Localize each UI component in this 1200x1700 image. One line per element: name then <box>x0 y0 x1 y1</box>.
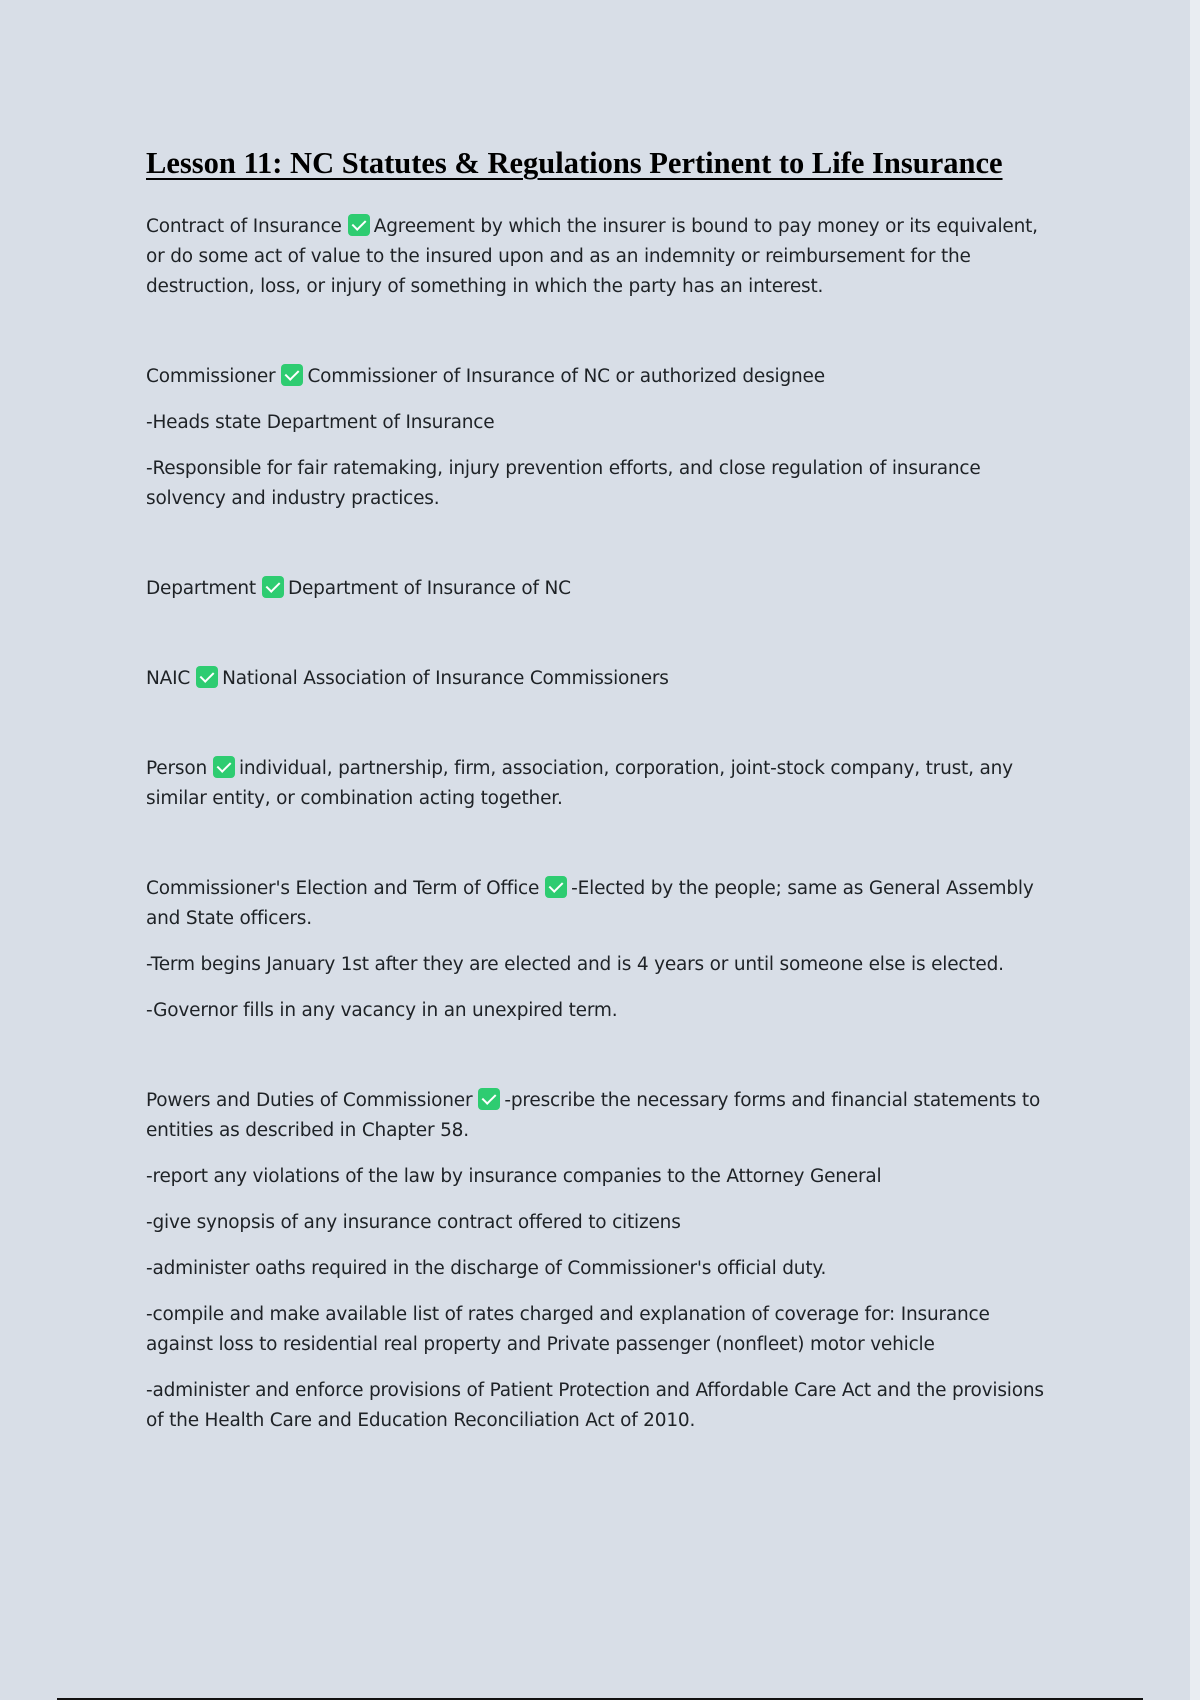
entry-definition-line <box>146 664 1056 694</box>
entry-department <box>146 574 1056 604</box>
document-body <box>146 140 1056 1496</box>
entry-term: NAIC <box>146 668 191 689</box>
entry-definition-line <box>146 754 1056 814</box>
entry-definition: -prescribe the necessary forms and financial statements to entities as described in Chapter 58. <box>146 1090 1041 1141</box>
entry-detail: -compile and make available list of rates charged and explanation of coverage for: Insurance against loss to residential real property and Private passenger (nonfleet) motor vehicle <box>146 1304 990 1355</box>
entry-definition-line <box>146 1086 1056 1146</box>
entry-detail: -report any violations of the law by insurance companies to the Attorney General <box>146 1166 882 1187</box>
entry-detail: -Term begins January 1st after they are elected and is 4 years or until someone else is elected. <box>146 954 1004 975</box>
entry-detail: -administer oaths required in the discharge of Commissioner's official duty. <box>146 1258 827 1279</box>
check-mark-icon <box>545 876 567 898</box>
entry-definition: individual, partnership, firm, association, corporation, joint-stock company, trust, any similar entity, or combination acting together. <box>146 758 1013 809</box>
check-mark-icon <box>213 756 235 778</box>
entry-definition: Department of Insurance of NC <box>287 578 571 599</box>
page-title: Lesson 11: NC Statutes & Regulations Pertinent to Life Insurance <box>146 146 1003 180</box>
entry-term: Commissioner <box>146 366 276 387</box>
check-mark-icon <box>478 1088 500 1110</box>
entry-powers-and-duties <box>146 1086 1056 1436</box>
entry-detail: -Governor fills in any vacancy in an unexpired term. <box>146 1000 618 1021</box>
entry-detail: -administer and enforce provisions of Patient Protection and Affordable Care Act and the provisions of the Health Care and Education Reconciliation Act of 2010. <box>146 1380 1044 1431</box>
entry-commissioner-election <box>146 874 1056 1026</box>
entry-term: Commissioner's Election and Term of Office <box>146 878 540 899</box>
entry-definition-line <box>146 212 1056 302</box>
check-mark-icon <box>281 364 303 386</box>
entry-contract-of-insurance <box>146 212 1056 302</box>
entry-naic <box>146 664 1056 694</box>
entry-term: Powers and Duties of Commissioner <box>146 1090 473 1111</box>
entry-definition: -Elected by the people; same as General Assembly and State officers. <box>146 878 1034 929</box>
entry-term: Person <box>146 758 207 779</box>
entry-detail: -Responsible for fair ratemaking, injury prevention efforts, and close regulation of insurance solvency and industry practices. <box>146 458 981 509</box>
check-mark-icon <box>196 666 218 688</box>
entry-person <box>146 754 1056 814</box>
entry-detail: -Heads state Department of Insurance <box>146 412 495 433</box>
page-edge <box>1190 0 1200 1700</box>
entry-definition-line <box>146 362 1056 392</box>
entry-term: Contract of Insurance <box>146 216 342 237</box>
entry-definition: National Association of Insurance Commissioners <box>222 668 669 689</box>
entry-definition: Agreement by which the insurer is bound to pay money or its equivalent, or do some act of value to the insured upon and as an indemnity or reimbursement for the destruction, loss, or injury of something in which the party has an interest. <box>146 216 1038 297</box>
check-mark-icon <box>348 214 370 236</box>
entry-detail: -give synopsis of any insurance contract offered to citizens <box>146 1212 681 1233</box>
entry-definition-line <box>146 874 1056 934</box>
entry-commissioner <box>146 362 1056 514</box>
entry-definition: Commissioner of Insurance of NC or authorized designee <box>307 366 825 387</box>
entry-definition-line <box>146 574 1056 604</box>
check-mark-icon <box>262 576 284 598</box>
entry-term: Department <box>146 578 256 599</box>
